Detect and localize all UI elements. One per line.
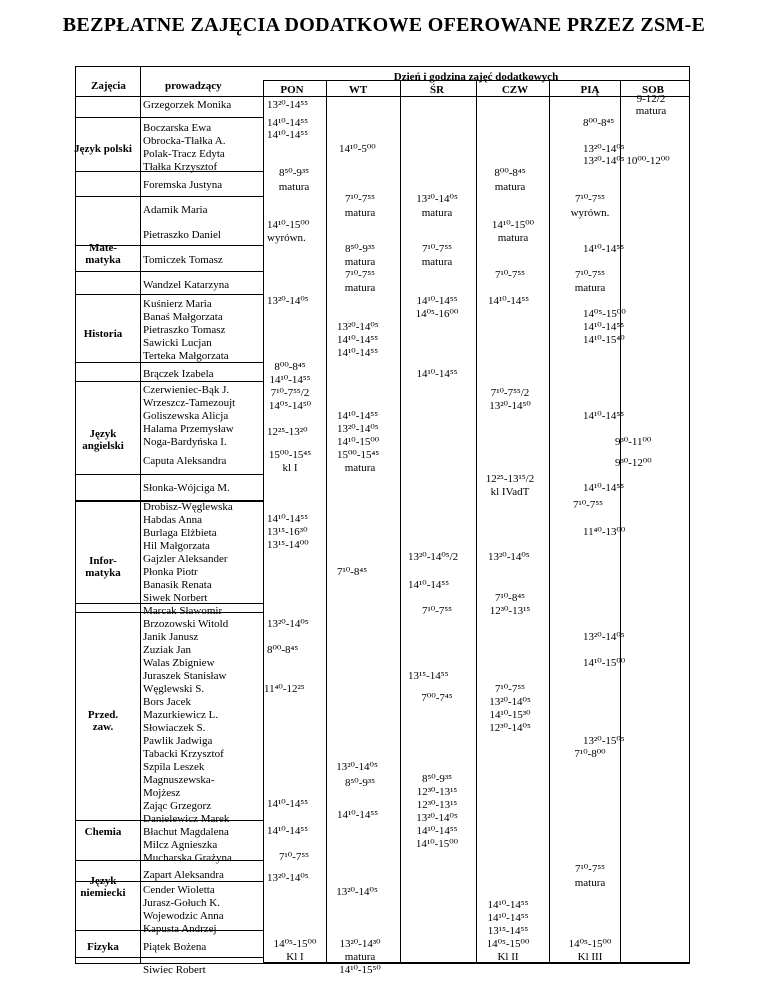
teacher-name: Mucharska Grażyna — [143, 852, 232, 864]
schedule-cell: 13²⁰-14³⁰ — [339, 938, 381, 950]
teacher-name: Tłałka Krzysztof — [143, 161, 218, 173]
schedule-cell: 13²⁰-14⁰⁵ — [267, 618, 309, 630]
schedule-cell: 13²⁰-15⁰⁵ — [583, 735, 625, 747]
schedule-cell: 7¹⁰-7⁵⁵/2 — [270, 387, 310, 399]
schedule-cell: 15⁰⁰-15⁴⁵ — [268, 449, 312, 461]
schedule-cell: 14¹⁰-14⁵⁵ — [267, 825, 309, 837]
teacher-name: Kapusta Andrzej — [143, 923, 217, 935]
schedule-cell: 14¹⁰-14⁵⁵ — [487, 912, 529, 924]
schedule-cell: 7¹⁰-7⁵⁵ — [494, 269, 526, 281]
schedule-cell: 14¹⁰-15⁰⁰ — [415, 838, 459, 850]
schedule-cell: 7⁰⁰-7⁴⁵ — [421, 692, 453, 704]
table-rule-v — [263, 80, 264, 964]
teacher-name: Gajzler Aleksander — [143, 553, 228, 565]
table-rule-h — [75, 381, 263, 382]
table-rule-h — [75, 881, 263, 882]
table-rule-v — [549, 80, 550, 964]
teacher-name: Magnuszewska- — [143, 774, 215, 786]
schedule-cell: 14¹⁰-15⁰⁰ — [337, 436, 380, 448]
schedule-cell: 14¹⁰-14⁵⁵ — [269, 374, 311, 386]
schedule-cell: 7¹⁰-8⁴⁵ — [337, 566, 368, 578]
schedule-cell: 7¹⁰-7⁵⁵ — [278, 851, 310, 863]
table-rule-h — [75, 66, 690, 67]
table-rule-h — [75, 96, 690, 97]
teacher-name: Bors Jacek — [143, 696, 191, 708]
teacher-name: Halama Przemysław — [143, 423, 234, 435]
schedule-cell: 7¹⁰-7⁵⁵ — [572, 499, 604, 511]
table-rule-h — [75, 294, 263, 295]
teacher-name: Habdas Anna — [143, 514, 202, 526]
header-days-span: Dzień i godzina zajęć dodatkowych — [393, 71, 559, 83]
schedule-cell: 14¹⁰-14⁵⁵ — [583, 410, 625, 422]
teacher-name: Walas Zbigniew — [143, 657, 215, 669]
schedule-cell: 14¹⁰-5⁰⁰ — [339, 143, 376, 155]
schedule-cell: 13¹⁵-14⁰⁰ — [267, 539, 309, 551]
schedule-cell: 12³⁰-13¹⁵ — [416, 786, 458, 798]
schedule-cell: 13²⁰-14⁰⁵/2 — [408, 551, 459, 563]
schedule-cell: 12²⁵-13²⁰ — [267, 426, 308, 438]
teacher-name: Jurasz-Gołuch K. — [143, 897, 220, 909]
schedule-cell: 13²⁰-14⁰⁵ — [336, 761, 378, 773]
schedule-cell: 14¹⁰-14⁵⁵ — [583, 482, 625, 494]
schedule-cell: 13²⁰-14⁵⁰ — [489, 400, 531, 412]
schedule-cell: 13²⁰-14⁰⁵ — [489, 696, 531, 708]
schedule-cell: 7¹⁰-7⁵⁵ — [344, 269, 376, 281]
teacher-name: Mazurkiewicz L. — [143, 709, 219, 721]
schedule-cell: 14¹⁰-14⁵⁵ — [337, 809, 379, 821]
schedule-cell: 13¹⁵-14⁵⁵ — [408, 670, 449, 682]
schedule-cell: matura — [344, 282, 376, 294]
schedule-cell: 13²⁰-14⁰⁵ — [337, 321, 379, 333]
table-rule-h — [75, 196, 263, 197]
schedule-cell: 13²⁰-14⁰⁵ — [583, 155, 625, 167]
table-rule-h — [75, 271, 263, 272]
schedule-cell: 8⁰⁰-8⁴⁵ — [494, 167, 526, 179]
schedule-cell: 13²⁰-14⁰⁵ — [583, 143, 625, 155]
schedule-cell: 8⁵⁰-9³⁵ — [421, 773, 453, 785]
schedule-cell: 7¹⁰-7⁵⁵ — [421, 605, 453, 617]
schedule-cell: 14¹⁰-14⁵⁵ — [416, 295, 458, 307]
header-day-fri: PIĄ — [580, 84, 600, 96]
schedule-cell: 8⁵⁰-9³⁵ — [344, 777, 376, 789]
schedule-cell: matura — [344, 207, 376, 219]
schedule-cell: 14¹⁰-14⁵⁵ — [337, 410, 379, 422]
teacher-name: Banaś Małgorzata — [143, 311, 223, 323]
teacher-name: Węglewski S. — [143, 683, 205, 695]
schedule-cell: 12³⁰-14⁰⁵ — [489, 722, 531, 734]
schedule-cell: 13²⁰-14⁰⁵ — [416, 193, 458, 205]
schedule-cell: 7¹⁰-7⁵⁵ — [574, 863, 606, 875]
schedule-cell: kl I — [282, 462, 298, 474]
schedule-cell: 9-12/2 — [636, 93, 666, 105]
schedule-cell: 8⁵⁰-9³⁵ — [278, 167, 310, 179]
teacher-name: Goliszewska Alicja — [143, 410, 229, 422]
schedule-cell: 8⁵⁰-9³⁵ — [344, 243, 376, 255]
teacher-name: Wojewodzic Anna — [143, 910, 224, 922]
table-rule-h — [75, 957, 263, 958]
schedule-cell: Kl II — [497, 951, 519, 963]
schedule-cell: 14¹⁰-14⁵⁵ — [583, 243, 625, 255]
schedule-cell: 7¹⁰-7⁵⁵ — [494, 683, 526, 695]
teacher-name: Wrzeszcz-Tamezoujt — [143, 397, 236, 409]
teacher-name: Adamik Maria — [143, 204, 208, 216]
schedule-cell: Kl III — [577, 951, 603, 963]
teacher-name: Hil Małgorzata — [143, 540, 210, 552]
subject-english: Język angielski — [82, 428, 124, 452]
teacher-name: Janik Janusz — [143, 631, 199, 643]
header-teacher: prowadzący — [165, 80, 222, 92]
schedule-cell: 14¹⁰-14⁵⁵ — [416, 825, 458, 837]
schedule-cell: 8⁰⁰-8⁴⁵ — [267, 644, 299, 656]
teacher-name: Milcz Agnieszka — [143, 839, 218, 851]
header-day-wed: ŚR — [429, 84, 445, 96]
schedule-cell: matura — [574, 877, 606, 889]
schedule-cell: matura — [421, 207, 453, 219]
teacher-name: Danielewicz Marek — [143, 813, 230, 825]
subject-physics: Fizyka — [87, 941, 119, 953]
schedule-cell: 13²⁰-14⁵⁵ — [267, 99, 309, 111]
teacher-name: Piątek Bożena — [143, 941, 207, 953]
teacher-name: Czerwieniec-Bąk J. — [143, 384, 230, 396]
schedule-cell: 14¹⁰-14⁵⁵ — [267, 513, 309, 525]
table-rule-h — [75, 117, 263, 118]
schedule-cell: Kl I — [286, 951, 304, 963]
subject-math: Mate-matyka — [85, 242, 121, 266]
table-rule-h — [75, 501, 263, 502]
teacher-name: Pawlik Jadwiga — [143, 735, 213, 747]
schedule-cell: wyrówn. — [570, 207, 610, 219]
table-rule-h — [75, 362, 263, 363]
teacher-name: Mojżesz — [143, 787, 181, 799]
schedule-cell: 7¹⁰-7⁵⁵ — [344, 193, 376, 205]
schedule-cell: 12³⁰-13¹⁵ — [416, 799, 458, 811]
subject-it: Infor-matyka — [85, 555, 121, 579]
table-rule-h — [75, 474, 263, 475]
schedule-cell: matura — [344, 256, 376, 268]
schedule-cell: 15⁰⁰-15⁴⁵ — [337, 449, 380, 461]
teacher-name: Cender Wioletta — [143, 884, 215, 896]
schedule-cell: 14⁰⁵-15⁰⁰ — [568, 938, 612, 950]
schedule-cell: 11⁴⁰-13⁰⁰ — [583, 526, 626, 538]
teacher-name: Płonka Piotr — [143, 566, 198, 578]
teacher-name: Foremska Justyna — [143, 179, 223, 191]
schedule-cell: 13¹⁵-14⁵⁵ — [487, 925, 529, 937]
teacher-name: Pietraszko Tomasz — [143, 324, 226, 336]
teacher-name: Caputa Aleksandra — [143, 455, 227, 467]
schedule-cell: 14¹⁰-15⁴⁰ — [583, 334, 625, 346]
schedule-cell: 8⁰⁰-8⁴⁵ — [274, 361, 306, 373]
table-rule-h — [75, 603, 263, 604]
teacher-name: Tabacki Krzysztof — [143, 748, 224, 760]
teacher-name: Brączek Izabela — [143, 368, 214, 380]
teacher-name: Polak-Tracz Edyta — [143, 148, 225, 160]
schedule-cell: 14¹⁰-14⁵⁵ — [488, 295, 530, 307]
schedule-cell: matura — [635, 105, 667, 117]
schedule-cell: 14¹⁰-14⁵⁵ — [267, 129, 309, 141]
table-rule-h — [75, 612, 263, 613]
teacher-name: Noga-Bardyńska I. — [143, 436, 227, 448]
teacher-name: Siwek Norbert — [143, 592, 208, 604]
teacher-name: Marcak Sławomir — [143, 605, 223, 617]
schedule-cell: 14¹⁰-14⁵⁵ — [416, 368, 458, 380]
schedule-cell: 13²⁰-14⁰⁵ — [488, 551, 530, 563]
subject-polish: Język polski — [74, 143, 132, 155]
schedule-cell: 11⁴⁰-12²⁵ — [264, 683, 305, 695]
teacher-name: Obrocka-Tłałka A. — [143, 135, 226, 147]
schedule-cell: 7¹⁰-7⁵⁵ — [574, 269, 606, 281]
table-rule-h — [75, 245, 263, 246]
subject-history: Historia — [83, 328, 123, 340]
teacher-name: Zapart Aleksandra — [143, 869, 224, 881]
schedule-cell: matura — [497, 232, 529, 244]
schedule-cell: 14¹⁰-15³⁰ — [489, 709, 531, 721]
schedule-cell: 14¹⁰-14⁵⁵ — [267, 798, 309, 810]
schedule-cell: matura — [494, 181, 526, 193]
table-rule-h — [75, 860, 263, 861]
table-rule-v — [400, 80, 401, 964]
schedule-cell: 14¹⁰-14⁵⁵ — [487, 899, 529, 911]
schedule-cell: 7¹⁰-7⁵⁵ — [574, 193, 606, 205]
teacher-name: Terteka Małgorzata — [143, 350, 229, 362]
table-rule-h — [75, 930, 263, 931]
schedule-cell: 14¹⁰-14⁵⁵ — [337, 334, 379, 346]
page-title: BEZPŁATNE ZAJĘCIA DODATKOWE OFEROWANE PRZEZ ZSM-E — [62, 14, 706, 36]
header-day-thu: CZW — [501, 84, 529, 96]
table-rule-v — [326, 80, 327, 964]
schedule-cell: matura — [278, 181, 310, 193]
teacher-name: Burlaga Elżbieta — [143, 527, 217, 539]
teacher-name: Błachut Magdalena — [143, 826, 229, 838]
header-subject: Zajęcia — [91, 80, 126, 92]
table-rule-v — [476, 80, 477, 964]
schedule-cell: 14¹⁰-14⁵⁵ — [408, 579, 450, 591]
teacher-name: Sawicki Lucjan — [143, 337, 212, 349]
teacher-name: Zając Grzegorz — [143, 800, 212, 812]
header-day-sat: SOB — [641, 84, 665, 96]
schedule-cell: matura — [344, 462, 376, 474]
schedule-cell: 8⁰⁰-8⁴⁵ — [583, 117, 615, 129]
schedule-cell: matura — [344, 951, 376, 963]
schedule-cell: 13²⁰-14⁰⁵ — [416, 812, 458, 824]
schedule-cell: 9³⁰-12⁰⁰ — [615, 457, 652, 469]
teacher-name: Szpila Leszek — [143, 761, 205, 773]
teacher-name: Tomiczek Tomasz — [143, 254, 223, 266]
schedule-cell: 14⁰⁵-15⁰⁰ — [273, 938, 317, 950]
subject-vocational: Przed. zaw. — [87, 709, 119, 733]
schedule-cell: 14¹⁰-15⁰⁰ — [583, 657, 626, 669]
schedule-cell: 13²⁰-14⁰⁵ — [267, 295, 309, 307]
schedule-cell: 7¹⁰-7⁵⁵/2 — [490, 387, 530, 399]
teacher-name: Słonka-Wójciga M. — [143, 482, 230, 494]
schedule-cell: kl IVadT — [490, 486, 530, 498]
header-day-mon: PON — [280, 84, 304, 96]
schedule-cell: 14⁰⁵-15⁰⁰ — [486, 938, 530, 950]
table-rule-h — [75, 820, 263, 821]
header-day-tue: WT — [348, 84, 368, 96]
schedule-cell: 14¹⁰-15⁵⁰ — [339, 964, 381, 976]
teacher-name: Kuśnierz Maria — [143, 298, 212, 310]
schedule-cell: 14⁰⁵-14⁵⁰ — [268, 400, 312, 412]
teacher-name: Boczarska Ewa — [143, 122, 212, 134]
table-rule-v — [140, 66, 141, 964]
teacher-name: Grzegorzek Monika — [143, 99, 232, 111]
schedule-cell: 14⁰⁵-16⁰⁰ — [415, 308, 459, 320]
table-rule-v — [620, 80, 621, 964]
schedule-cell: 10⁰⁰-12⁰⁰ — [626, 155, 670, 167]
schedule-cell: 13¹⁵-16³⁰ — [267, 526, 308, 538]
teacher-name: Juraszek Stanisław — [143, 670, 227, 682]
teacher-name: Drobisz-Węglewska — [143, 501, 233, 513]
schedule-cell: 12³⁰-13¹⁵ — [489, 605, 531, 617]
schedule-cell: 7¹⁰-8⁰⁰ — [574, 748, 606, 760]
schedule-cell: 9³⁰-11⁰⁰ — [615, 436, 652, 448]
subject-german: Język niemiecki — [80, 875, 126, 899]
teacher-name: Siwiec Robert — [143, 964, 206, 976]
teacher-name: Banasik Renata — [143, 579, 212, 591]
schedule-cell: 7¹⁰-7⁵⁵ — [421, 243, 453, 255]
teacher-name: Pietraszko Daniel — [143, 229, 221, 241]
schedule-cell: matura — [421, 256, 453, 268]
teacher-name: Słowiaczek S. — [143, 722, 206, 734]
schedule-cell: 13²⁰-14⁰⁵ — [336, 886, 378, 898]
subject-chemistry: Chemia — [84, 826, 122, 838]
schedule-cell: 14⁰⁵-15⁰⁰ — [583, 308, 626, 320]
schedule-cell: 13²⁰-14⁰⁵ — [583, 631, 625, 643]
schedule-cell: 12²⁵-13¹⁵/2 — [485, 473, 535, 485]
table-rule-h — [75, 171, 263, 172]
schedule-cell: 14¹⁰-14⁵⁵ — [267, 117, 309, 129]
teacher-name: Brzozowski Witold — [143, 618, 229, 630]
schedule-cell: 13²⁰-14⁰⁵ — [337, 423, 379, 435]
teacher-name: Zuziak Jan — [143, 644, 191, 656]
teacher-name: Wandzel Katarzyna — [143, 279, 230, 291]
schedule-cell: 14¹⁰-14⁵⁵ — [583, 321, 625, 333]
schedule-cell: 13²⁰-14⁰⁵ — [267, 872, 309, 884]
schedule-cell: 14¹⁰-15⁰⁰ — [267, 219, 310, 231]
schedule-cell: 14¹⁰-14⁵⁵ — [337, 347, 379, 359]
schedule-cell: 7¹⁰-8⁴⁵ — [494, 592, 526, 604]
schedule-cell: wyrówn. — [267, 232, 306, 244]
schedule-cell: matura — [574, 282, 606, 294]
schedule-cell: 14¹⁰-15⁰⁰ — [491, 219, 535, 231]
